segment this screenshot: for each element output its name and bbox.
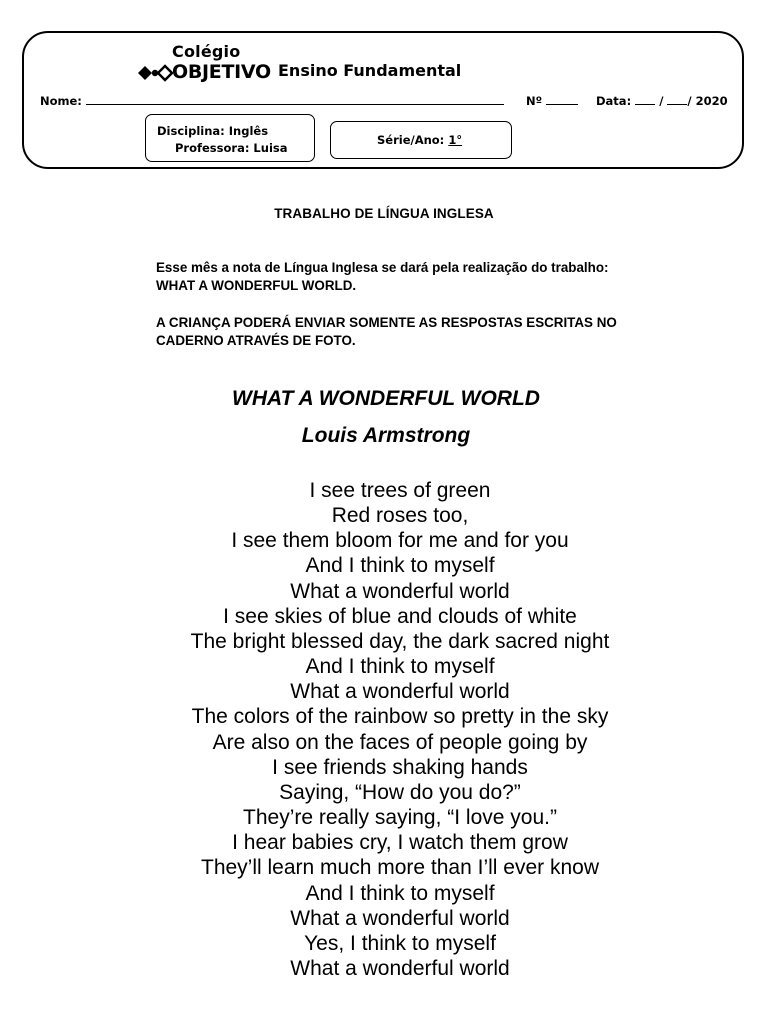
lyric-line: What a wonderful world (290, 579, 510, 603)
data-year: 2020 (695, 94, 728, 108)
nome-field[interactable] (40, 93, 504, 108)
lyric-line: I see skies of blue and clouds of white (223, 604, 577, 628)
lyric-line: The bright blessed day, the dark sacred night (190, 629, 610, 653)
lyric-line: Are also on the faces of people going by (212, 730, 588, 754)
data-month-blank (667, 93, 687, 105)
lyric-line: What a wonderful world (290, 680, 510, 704)
lyric-line: The colors of the rainbow so pretty in the sky (191, 705, 609, 729)
data-separator-1: / (659, 94, 664, 108)
objetivo-logo-icon (137, 64, 173, 82)
disciplina-text: Disciplina: Inglês (157, 124, 269, 138)
data-day-blank (635, 93, 655, 105)
lyric-line: What a wonderful world (290, 906, 510, 930)
lyric-line: And I think to myself (305, 881, 495, 905)
lyric-line: I see friends shaking hands (272, 755, 528, 779)
data-field[interactable] (596, 93, 728, 108)
song-artist: Louis Armstrong (301, 424, 471, 447)
data-label: Data: (596, 94, 632, 108)
lyric-line: And I think to myself (305, 554, 495, 578)
numero-label: Nº (526, 94, 543, 108)
logo-colegio-text: Colégio (172, 42, 241, 61)
serie-value: 1° (448, 133, 463, 147)
lyric-line: What a wonderful world (290, 956, 510, 980)
serie-box (330, 121, 512, 159)
lyric-line: I see them bloom for me and for you (231, 529, 569, 553)
logo-objetivo-text: OBJETIVO (172, 61, 271, 83)
lyric-line: Red roses too, (331, 504, 469, 528)
lyric-line: Yes, I think to myself (304, 931, 496, 955)
professora-text: Professora: Luisa (175, 141, 288, 155)
lyric-line: They’ll learn much more than I’ll ever know (201, 856, 599, 880)
nome-blank (86, 93, 504, 105)
lyric-line: And I think to myself (305, 655, 495, 679)
numero-blank (546, 93, 578, 105)
lyric-line: They’re really saying, “I love you.” (243, 806, 557, 830)
serie-label: Série/Ano: (377, 133, 445, 147)
lyric-line: I see trees of green (309, 479, 491, 502)
document-title: TRABALHO DE LÍNGUA INGLESA (274, 206, 494, 221)
numero-field[interactable] (526, 93, 578, 108)
serie-text (377, 133, 462, 147)
logo-ensino-text: Ensino Fundamental (278, 61, 462, 80)
lyric-line: Saying, “How do you do?” (279, 780, 521, 804)
disciplina-box (145, 114, 315, 162)
instruction-paragraph-1: Esse mês a nota de Língua Inglesa se dará pela realização do trabalho: WHAT A WONDERFUL WORLD. (156, 260, 609, 293)
song-title: WHAT A WONDERFUL WORLD (232, 387, 540, 410)
data-separator-2: / (687, 94, 692, 108)
nome-label: Nome: (40, 94, 82, 108)
school-logo (137, 42, 497, 86)
lyrics-list (0, 478, 768, 981)
lyric-line: I hear babies cry, I watch them grow (232, 831, 568, 855)
instruction-paragraph-2: A CRIANÇA PODERÁ ENVIAR SOMENTE AS RESPOSTAS ESCRITAS NO CADERNO ATRAVÉS DE FOTO. (156, 315, 617, 348)
